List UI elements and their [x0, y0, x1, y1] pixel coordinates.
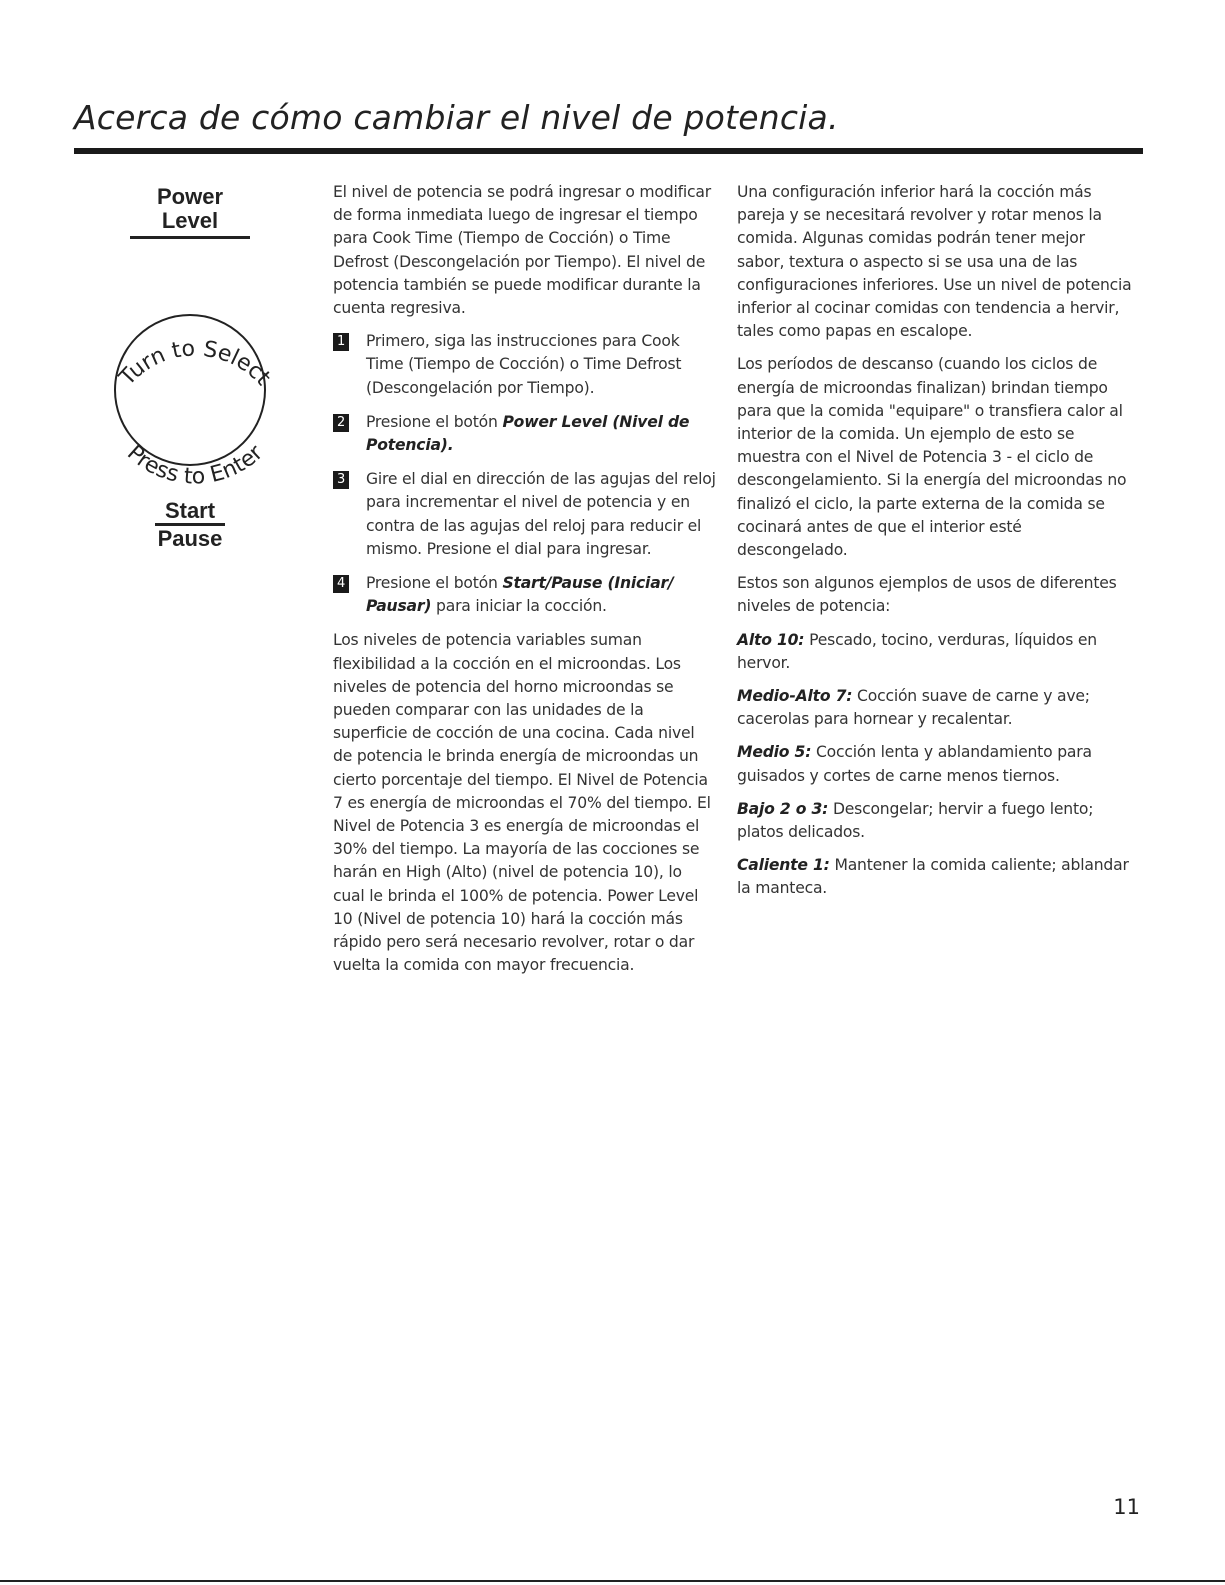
example-text: Cocción lenta y ablandamiento para guisados y cortes de carne menos tiernos. — [737, 743, 1092, 785]
page-title: Acerca de cómo cambiar el nivel de potencia. — [74, 98, 839, 137]
title-rule — [74, 148, 1143, 154]
example-label: Alto 10: — [737, 630, 805, 649]
example-label: Medio-Alto 7: — [737, 687, 853, 706]
step-text: Gire el dial en dirección de las agujas del reloj para incrementar el nivel de potencia y en contra de las agujas del reloj para reducir el mismo. Presione el dial para ingresar. — [366, 470, 716, 558]
body-paragraph: Los niveles de potencia variables suman flexibilidad a la cocción en el microondas. Los niveles de potencia del horno microondas se pueden comparar con las unidades de la superficie de cocción de una cocina. Cada nivel de potencia le brinda energía de microondas un cierto porcentaje del tiempo. El Nivel de Potencia 7 es energía de microondas el 70% del tiempo. El Nivel de Potencia 3 es energía de microondas el 30% del tiempo. La mayoría de las cocciones se harán en High (Alto) (nivel de potencia 10), lo cual le brinda el 100% de potencia. Power Level 10 (Nivel de potencia 10) hará la cocción más rápido pero será necesario revolver, rotar o dar vuelta la comida con mayor frecuencia. — [333, 631, 711, 975]
start-label: Start — [164, 498, 216, 523]
step-text: Presione el botón — [366, 574, 503, 593]
page-number: 11 — [1113, 1495, 1140, 1519]
example-item — [737, 629, 1132, 675]
example-text: Descongelar; hervir a fuego lento; platos delicados. — [737, 799, 1094, 842]
step-number-badge: 4 — [333, 575, 349, 593]
intro-paragraph: El nivel de potencia se podrá ingresar o modificar de forma inmediata luego de ingresar el tiempo para Cook Time (Tiempo de Cocción) o Time Defrost (Descongelación por Tiempo). El nivel de potencia también se puede modificar durante la cuenta regresiva. — [333, 183, 711, 318]
step-text: Primero, siga las instrucciones para Cook Time (Tiempo de Cocción) o Time Defrost (Descongelación por Tiempo). — [366, 332, 682, 397]
step-1 — [333, 330, 718, 400]
step-text-end: para iniciar la cocción. — [431, 597, 607, 616]
step-2 — [333, 411, 718, 457]
power-level-label-line2: Level — [161, 208, 219, 233]
paragraph-rest-periods: Los períodos de descanso (cuando los ciclos de energía de microondas finalizan) brindan tiempo para que la comida "equipare" o transfiera calor al interior de la comida. Un ejemplo de esto se muestra con el Nivel de Potencia 3 - el ciclo de descongelamiento. Si la energía del microondas no finalizó el ciclo, la parte externa de la comida se cocinará antes de que el interior esté descongelado. — [737, 355, 1127, 560]
paragraph-lower-settings: Una configuración inferior hará la cocción más pareja y se necesitará revolver y rotar menos la comida. Algunas comidas podrán tener mejor sabor, textura o aspecto si se usa una de las configuraciones inferiores. Use un nivel de potencia inferior al cocinar comidas con tendencia a hervir, tales como papas en escalope. — [737, 183, 1132, 341]
step-4 — [333, 572, 718, 618]
power-level-label-line1: Power — [156, 184, 224, 209]
step-button-name: Power Level (Nivel de Potencia). — [366, 412, 690, 455]
power-level-rule — [130, 236, 250, 239]
example-text: Mantener la comida caliente; ablandar la manteca. — [737, 856, 1129, 898]
step-number-badge: 2 — [333, 414, 349, 432]
example-text: Cocción suave de carne y ave; cacerolas para hornear y recalentar. — [737, 687, 1090, 729]
example-label: Medio 5: — [737, 743, 812, 762]
right-text-column — [737, 181, 1132, 911]
example-label: Caliente 1: — [737, 856, 830, 875]
turn-to-select-text: Turn to Select — [114, 336, 276, 391]
step-3 — [333, 468, 718, 561]
control-panel-illustration — [100, 180, 290, 560]
example-item — [737, 798, 1132, 844]
example-item — [737, 854, 1132, 900]
example-item — [737, 741, 1132, 787]
step-text: Presione el botón — [366, 412, 503, 431]
paragraph-examples-intro: Estos son algunos ejemplos de usos de diferentes niveles de potencia: — [737, 574, 1117, 616]
bottom-edge-rule — [0, 1580, 1225, 1582]
press-to-enter-text: Press to Enter — [122, 440, 268, 490]
left-text-column — [333, 181, 718, 988]
example-label: Bajo 2 o 3: — [737, 799, 829, 818]
step-number-badge: 3 — [333, 471, 349, 489]
example-item — [737, 685, 1132, 731]
pause-label: Pause — [157, 526, 223, 551]
step-button-name: Start/Pause (Iniciar/ Pausar) — [366, 574, 674, 616]
step-number-badge: 1 — [333, 333, 349, 351]
example-text: Pescado, tocino, verduras, líquidos en hervor. — [737, 630, 1097, 672]
